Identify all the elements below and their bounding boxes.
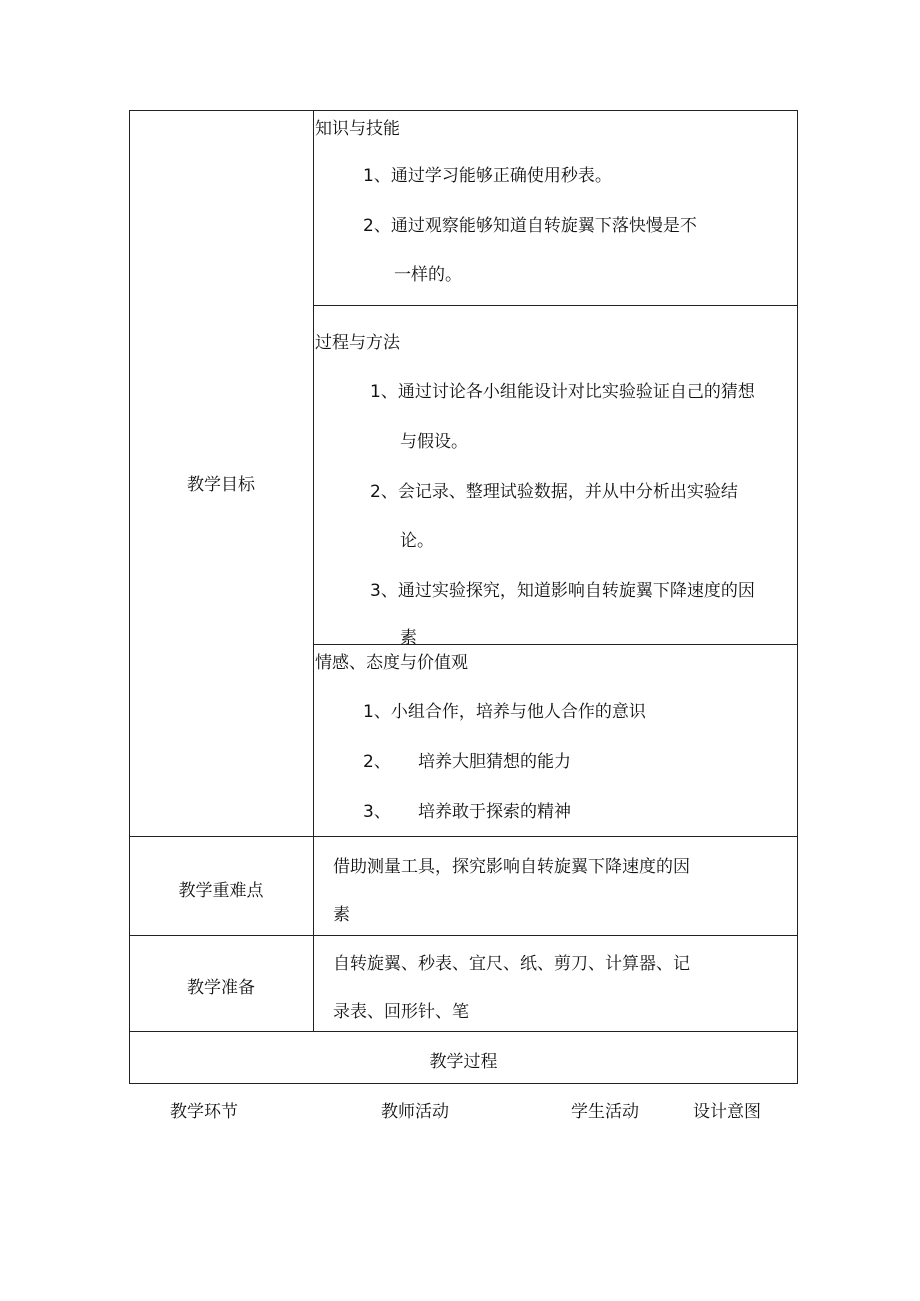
table-border-right <box>797 110 798 1084</box>
process-item-3: 3、通过实验探究，知道影响自转旋翼下降速度的因 <box>370 581 755 601</box>
row-divider-objectives <box>129 836 798 837</box>
row-divider-preparation <box>129 1031 798 1032</box>
table-border-top <box>129 110 798 111</box>
preparation-line-1: 自转旋翼、秒表、宜尺、纸、剪刀、计算器、记 <box>333 954 690 974</box>
process-item-3-cont: 素 <box>400 628 417 648</box>
knowledge-item-1: 1、通过学习能够正确使用秒表。 <box>363 166 612 186</box>
process-section-header: 教学过程 <box>429 1052 498 1072</box>
row-divider-keypoints <box>129 935 798 936</box>
emotion-item-2-number: 2、 <box>363 752 391 772</box>
emotion-item-3-number: 3、 <box>363 802 391 822</box>
key-points-line-1: 借助测量工具，探究影响自转旋翼下降速度的因 <box>333 857 690 877</box>
emotion-heading: 情感、态度与价值观 <box>315 653 468 673</box>
column-stage: 教学环节 <box>170 1102 238 1122</box>
process-item-1: 1、通过讨论各小组能设计对比实验验证自己的猜想 <box>370 382 755 402</box>
knowledge-item-2-cont: 一样的。 <box>394 265 462 285</box>
knowledge-heading: 知识与技能 <box>315 119 400 139</box>
knowledge-item-2: 2、通过观察能够知道自转旋翼下落快慢是不 <box>363 216 697 236</box>
process-heading: 过程与方法 <box>315 333 400 353</box>
table-border-bottom <box>129 1083 798 1084</box>
key-points-label: 教学重难点 <box>178 881 264 901</box>
objectives-label: 教学目标 <box>187 475 255 495</box>
row-divider-knowledge <box>313 305 798 306</box>
emotion-item-1: 1、小组合作，培养与他人合作的意识 <box>363 702 646 722</box>
preparation-line-2: 录表、回形针、笔 <box>333 1002 469 1022</box>
row-divider-process <box>313 644 798 645</box>
column-teacher: 教师活动 <box>381 1102 449 1122</box>
column-student: 学生活动 <box>571 1102 639 1122</box>
column-intent: 设计意图 <box>693 1102 761 1122</box>
table-border-left <box>129 110 130 1084</box>
process-item-2: 2、会记录、整理试验数据，并从中分析出实验结 <box>370 482 738 502</box>
process-item-1-cont: 与假设。 <box>400 432 468 452</box>
key-points-line-2: 素 <box>333 905 350 925</box>
emotion-item-3-text: 培养敢于探索的精神 <box>418 802 571 822</box>
process-item-2-cont: 论。 <box>400 531 434 551</box>
preparation-label: 教学准备 <box>187 978 255 998</box>
table-column-divider <box>313 110 314 1032</box>
emotion-item-2-text: 培养大胆猜想的能力 <box>418 752 571 772</box>
